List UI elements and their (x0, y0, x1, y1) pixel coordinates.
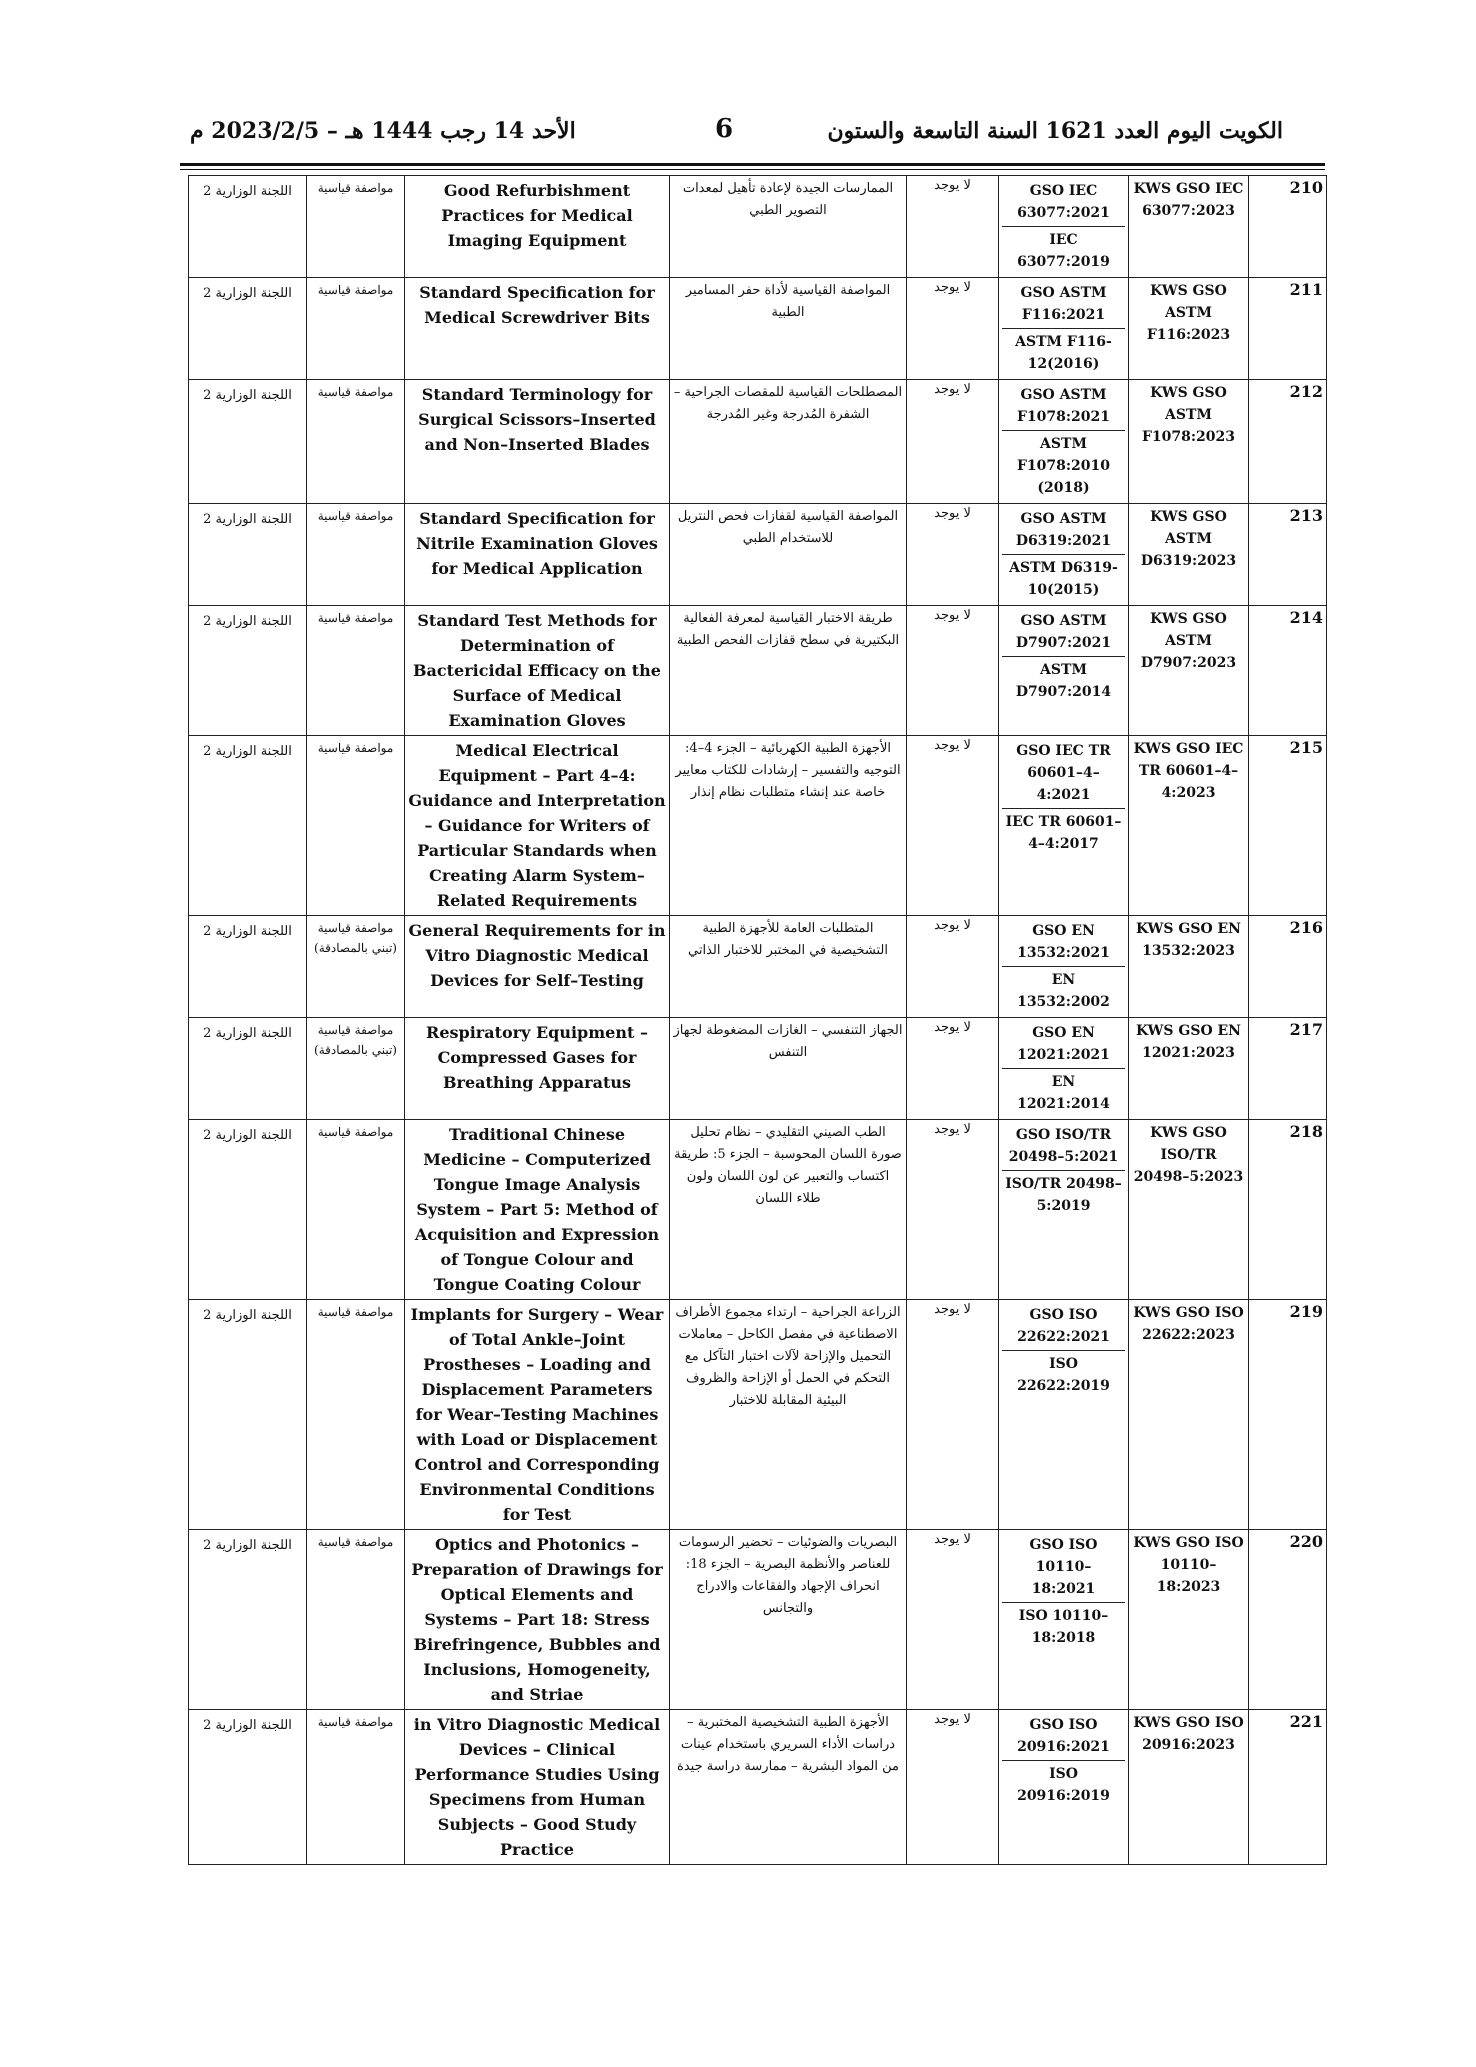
gso-standard-cell (999, 278, 1129, 380)
replaced-standard: لا يوجد (907, 736, 999, 916)
reference-standard-code: ASTM D6319-10(2015) (1002, 554, 1125, 603)
reference-standard-code: IEC 63077:2019 (1002, 226, 1125, 275)
gso-standard-code: GSO EN 12021:2021 (1017, 1025, 1110, 1063)
gso-standard-code: GSO ISO 10110–18:2021 (1029, 1537, 1098, 1597)
kws-standard-code: KWS GSO EN 12021:2023 (1129, 1018, 1249, 1120)
committee: اللجنة الوزارية 2 (189, 1710, 307, 1865)
english-title: General Requirements for in Vitro Diagnostic Medical Devices for Self–Testing (405, 916, 670, 1018)
arabic-title: الممارسات الجيدة لإعادة تأهيل لمعدات التصوير الطبي (670, 176, 907, 278)
replaced-standard: لا يوجد (907, 504, 999, 606)
gso-standard-cell (999, 504, 1129, 606)
arabic-title: الزراعة الجراحية – ارتداء مجموع الأطراف الاصطناعية في مفصل الكاحل – معاملات التحميل والإزاحة لآلات اختبار التآكل مع التحكم في الحمل أو الإزاحة والظروف البيئية المقابلة للاختبار (670, 1300, 907, 1530)
document-type: مواصفة قياسية (307, 278, 405, 380)
reference-standard-code: ISO 10110–18:2018 (1002, 1602, 1125, 1651)
arabic-title: البصريات والضوئيات – تحضير الرسومات للعناصر والأنظمة البصرية – الجزء 18: انحراف الإجهاد والفقاعات والادراج والتجانس (670, 1530, 907, 1710)
table-row (189, 278, 1327, 380)
replaced-standard: لا يوجد (907, 1710, 999, 1865)
arabic-title: الأجهزة الطبية الكهربائية – الجزء 4–4: التوجيه والتفسير – إرشادات للكتاب معايير خاصة عند إنشاء متطلبات نظام إنذار (670, 736, 907, 916)
committee: اللجنة الوزارية 2 (189, 504, 307, 606)
table-row (189, 1018, 1327, 1120)
reference-standard-code: ASTM F116-12(2016) (1002, 328, 1125, 377)
kws-standard-code: KWS GSO ASTM D7907:2023 (1129, 606, 1249, 736)
standards-table-body (189, 176, 1327, 1865)
table-row (189, 736, 1327, 916)
document-type: مواصفة قياسية (تبني بالمصادقة) (307, 916, 405, 1018)
gso-standard-code: GSO ISO/TR 20498–5:2021 (1008, 1127, 1119, 1165)
document-type: مواصفة قياسية (307, 504, 405, 606)
row-number: 213 (1249, 504, 1327, 606)
row-number: 221 (1249, 1710, 1327, 1865)
committee: اللجنة الوزارية 2 (189, 1530, 307, 1710)
english-title: Standard Specification for Nitrile Examination Gloves for Medical Application (405, 504, 670, 606)
row-number: 214 (1249, 606, 1327, 736)
gso-standard-code: GSO ASTM F116:2021 (1020, 285, 1107, 323)
gso-standard-cell (999, 1710, 1129, 1865)
arabic-title: الأجهزة الطبية التشخيصية المختبرية – دراسات الأداء السريري باستخدام عينات من المواد البشرية – ممارسة دراسة جيدة (670, 1710, 907, 1865)
replaced-standard: لا يوجد (907, 916, 999, 1018)
row-number: 216 (1249, 916, 1327, 1018)
reference-standard-code: ASTM F1078:2010 (2018) (1002, 430, 1125, 501)
replaced-standard: لا يوجد (907, 1120, 999, 1300)
arabic-title: المتطلبات العامة للأجهزة الطبية التشخيصية في المختبر للاختبار الذاتي (670, 916, 907, 1018)
row-number: 218 (1249, 1120, 1327, 1300)
gazette-issue-info: الكويت اليوم العدد 1621 السنة التاسعة والستون (827, 118, 1283, 144)
gso-standard-cell (999, 176, 1129, 278)
kws-standard-code: KWS GSO ASTM F116:2023 (1129, 278, 1249, 380)
reference-standard-code: ISO 22622:2019 (1002, 1350, 1125, 1399)
gso-standard-code: GSO IEC 63077:2021 (1017, 183, 1110, 221)
kws-standard-code: KWS GSO ISO 10110–18:2023 (1129, 1530, 1249, 1710)
gso-standard-cell (999, 1530, 1129, 1710)
document-type: مواصفة قياسية (307, 176, 405, 278)
committee: اللجنة الوزارية 2 (189, 1018, 307, 1120)
table-row (189, 606, 1327, 736)
gso-standard-code: GSO EN 13532:2021 (1017, 923, 1110, 961)
reference-standard-code: ISO/TR 20498–5:2019 (1002, 1170, 1125, 1219)
kws-standard-code: KWS GSO ISO/TR 20498–5:2023 (1129, 1120, 1249, 1300)
replaced-standard: لا يوجد (907, 606, 999, 736)
table-row (189, 380, 1327, 504)
arabic-title: الجهاز التنفسي – الغازات المضغوطة لجهاز التنفس (670, 1018, 907, 1120)
table-row (189, 176, 1327, 278)
kws-standard-code: KWS GSO IEC TR 60601–4–4:2023 (1129, 736, 1249, 916)
table-row (189, 1120, 1327, 1300)
gso-standard-cell (999, 1120, 1129, 1300)
gso-standard-cell (999, 1018, 1129, 1120)
row-number: 217 (1249, 1018, 1327, 1120)
committee: اللجنة الوزارية 2 (189, 278, 307, 380)
issue-date: الأحد 14 رجب 1444 هـ – 2023/2/5 م (190, 118, 576, 144)
table-row (189, 916, 1327, 1018)
document-type: مواصفة قياسية (307, 736, 405, 916)
english-title: Standard Specification for Medical Screwdriver Bits (405, 278, 670, 380)
gso-standard-cell (999, 1300, 1129, 1530)
gso-standard-code: GSO IEC TR 60601–4–4:2021 (1016, 743, 1111, 803)
kws-standard-code: KWS GSO ISO 20916:2023 (1129, 1710, 1249, 1865)
arabic-title: المواصفة القياسية لقفازات فحص النتريل للاستخدام الطبي (670, 504, 907, 606)
table-row (189, 1710, 1327, 1865)
committee: اللجنة الوزارية 2 (189, 176, 307, 278)
reference-standard-code: EN 13532:2002 (1002, 966, 1125, 1015)
table-row (189, 1530, 1327, 1710)
gso-standard-cell (999, 736, 1129, 916)
gso-standard-cell (999, 606, 1129, 736)
replaced-standard: لا يوجد (907, 278, 999, 380)
row-number: 220 (1249, 1530, 1327, 1710)
arabic-title: الطب الصيني التقليدي – نظام تحليل صورة اللسان المحوسبة – الجزء 5: طريقة اكتساب والتعبير عن لون اللسان ولون طلاء اللسان (670, 1120, 907, 1300)
english-title: Traditional Chinese Medicine – Computerized Tongue Image Analysis System – Part 5: Method of Acquisition and Expression of Tongue Colour and Tongue Coating Colour (405, 1120, 670, 1300)
row-number: 212 (1249, 380, 1327, 504)
arabic-title: المصطلحات القياسية للمقصات الجراحية – الشفرة المُدرجة وغير المُدرجة (670, 380, 907, 504)
english-title: Optics and Photonics – Preparation of Drawings for Optical Elements and Systems – Part 18: Stress Birefringence, Bubbles and Inclusions, Homogeneity, and Striae (405, 1530, 670, 1710)
committee: اللجنة الوزارية 2 (189, 380, 307, 504)
committee: اللجنة الوزارية 2 (189, 1120, 307, 1300)
english-title: Standard Test Methods for Determination of Bactericidal Efficacy on the Surface of Medical Examination Gloves (405, 606, 670, 736)
reference-standard-code: ASTM D7907:2014 (1002, 656, 1125, 705)
english-title: Standard Terminology for Surgical Scissors–Inserted and Non–Inserted Blades (405, 380, 670, 504)
committee: اللجنة الوزارية 2 (189, 606, 307, 736)
table-row (189, 504, 1327, 606)
page-header (190, 114, 1283, 158)
committee: اللجنة الوزارية 2 (189, 916, 307, 1018)
kws-standard-code: KWS GSO ASTM F1078:2023 (1129, 380, 1249, 504)
committee: اللجنة الوزارية 2 (189, 1300, 307, 1530)
english-title: in Vitro Diagnostic Medical Devices – Clinical Performance Studies Using Specimens from Human Subjects – Good Study Practice (405, 1710, 670, 1865)
gso-standard-code: GSO ISO 20916:2021 (1017, 1717, 1110, 1755)
english-title: Good Refurbishment Practices for Medical Imaging Equipment (405, 176, 670, 278)
reference-standard-code: IEC TR 60601–4–4:2017 (1002, 808, 1125, 857)
arabic-title: طريقة الاختبار القياسية لمعرفة الفعالية البكتيرية في سطح قفازات الفحص الطبية (670, 606, 907, 736)
replaced-standard: لا يوجد (907, 1300, 999, 1530)
reference-standard-code: ISO 20916:2019 (1002, 1760, 1125, 1809)
english-title: Medical Electrical Equipment – Part 4–4: Guidance and Interpretation – Guidance for Writers of Particular Standards when Creating Alarm System–Related Requirements (405, 736, 670, 916)
english-title: Respiratory Equipment – Compressed Gases for Breathing Apparatus (405, 1018, 670, 1120)
gso-standard-code: GSO ASTM D7907:2021 (1015, 613, 1112, 651)
document-type: مواصفة قياسية (307, 1300, 405, 1530)
document-type: مواصفة قياسية (307, 380, 405, 504)
gso-standard-code: GSO ISO 22622:2021 (1017, 1307, 1110, 1345)
reference-standard-code: EN 12021:2014 (1002, 1068, 1125, 1117)
committee: اللجنة الوزارية 2 (189, 736, 307, 916)
kws-standard-code: KWS GSO EN 13532:2023 (1129, 916, 1249, 1018)
gso-standard-cell (999, 380, 1129, 504)
row-number: 211 (1249, 278, 1327, 380)
document-type: مواصفة قياسية (307, 1710, 405, 1865)
gso-standard-cell (999, 916, 1129, 1018)
document-type: مواصفة قياسية (307, 1530, 405, 1710)
row-number: 215 (1249, 736, 1327, 916)
table-row (189, 1300, 1327, 1530)
header-rule-thick (180, 163, 1325, 166)
page-number: 6 (715, 114, 734, 144)
header-rule-thin (180, 169, 1325, 170)
english-title: Implants for Surgery – Wear of Total Ankle–Joint Prostheses – Loading and Displacement Parameters for Wear–Testing Machines with Load or Displacement Control and Corresponding Environmental Conditions for Test (405, 1300, 670, 1530)
row-number: 219 (1249, 1300, 1327, 1530)
replaced-standard: لا يوجد (907, 1018, 999, 1120)
kws-standard-code: KWS GSO ISO 22622:2023 (1129, 1300, 1249, 1530)
replaced-standard: لا يوجد (907, 1530, 999, 1710)
arabic-title: المواصفة القياسية لأداة حفر المسامير الطبية (670, 278, 907, 380)
row-number: 210 (1249, 176, 1327, 278)
document-type: مواصفة قياسية (307, 1120, 405, 1300)
gso-standard-code: GSO ASTM D6319:2021 (1015, 511, 1112, 549)
replaced-standard: لا يوجد (907, 380, 999, 504)
kws-standard-code: KWS GSO IEC 63077:2023 (1129, 176, 1249, 278)
document-type: مواصفة قياسية (تبني بالمصادقة) (307, 1018, 405, 1120)
kws-standard-code: KWS GSO ASTM D6319:2023 (1129, 504, 1249, 606)
gso-standard-code: GSO ASTM F1078:2021 (1016, 387, 1111, 425)
replaced-standard: لا يوجد (907, 176, 999, 278)
document-type: مواصفة قياسية (307, 606, 405, 736)
standards-table (188, 175, 1327, 1865)
